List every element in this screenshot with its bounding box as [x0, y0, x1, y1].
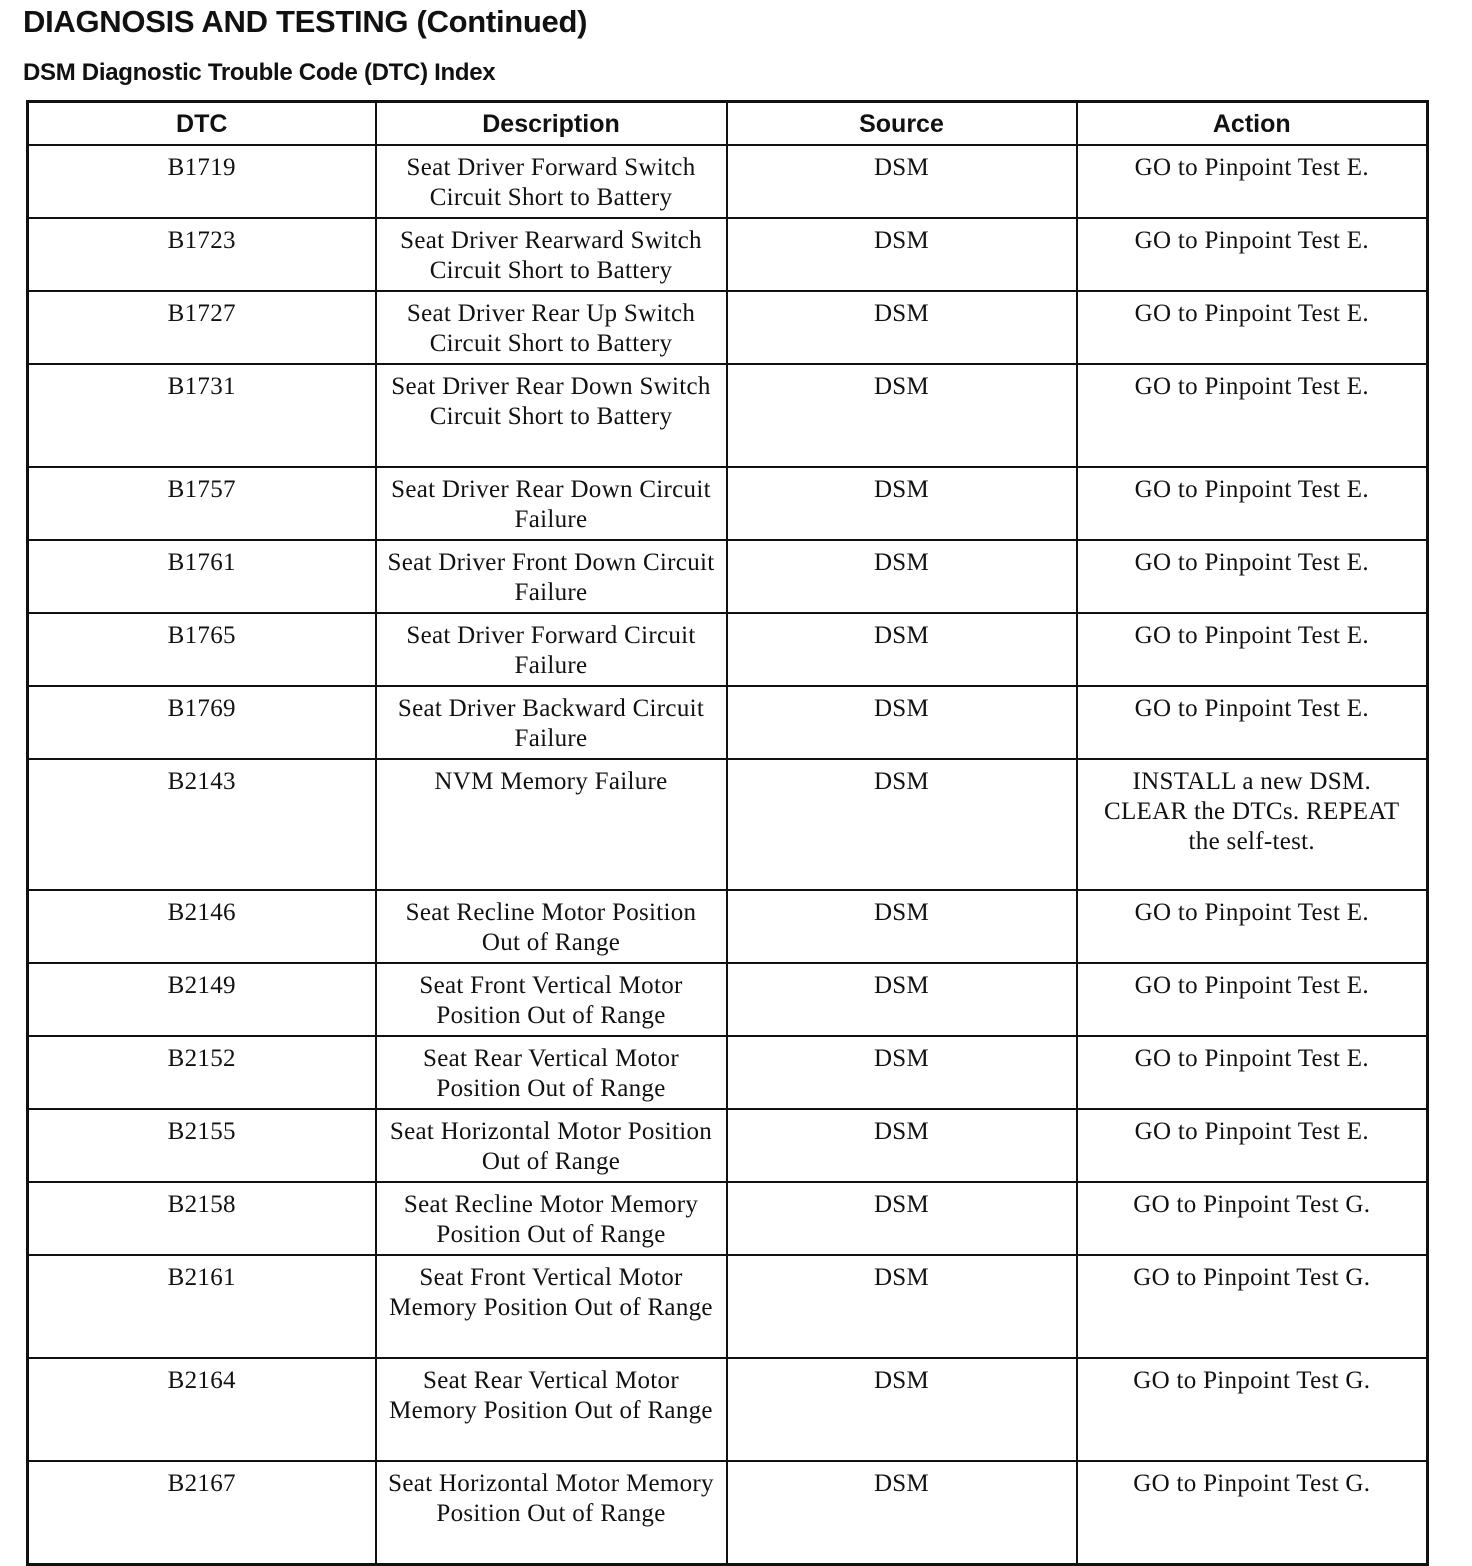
source-cell: DSM: [727, 759, 1077, 890]
table-row: [28, 467, 1428, 540]
action-cell: GO to Pinpoint Test G.: [1077, 1358, 1428, 1461]
action-cell: GO to Pinpoint Test E.: [1077, 963, 1428, 1036]
dtc-code-cell: B1757: [28, 467, 376, 540]
table-row: [28, 540, 1428, 613]
description-cell: Seat Front Vertical Motor Position Out of Range: [376, 963, 727, 1036]
action-cell: GO to Pinpoint Test G.: [1077, 1182, 1428, 1255]
action-cell: GO to Pinpoint Test E.: [1077, 145, 1428, 218]
dtc-code-cell: B2149: [28, 963, 376, 1036]
action-cell: INSTALL a new DSM. CLEAR the DTCs. REPEAT the self-test.: [1077, 759, 1428, 890]
source-cell: DSM: [727, 540, 1077, 613]
action-cell: GO to Pinpoint Test E.: [1077, 1109, 1428, 1182]
dtc-code-cell: B2146: [28, 890, 376, 963]
source-cell: DSM: [727, 890, 1077, 963]
source-cell: DSM: [727, 1461, 1077, 1565]
dtc-code-cell: B1727: [28, 291, 376, 364]
source-cell: DSM: [727, 613, 1077, 686]
dtc-code-cell: B2167: [28, 1461, 376, 1565]
source-cell: DSM: [727, 291, 1077, 364]
source-cell: DSM: [727, 963, 1077, 1036]
section-title: DSM Diagnostic Trouble Code (DTC) Index: [23, 59, 496, 86]
description-cell: Seat Horizontal Motor Memory Position Out of Range: [376, 1461, 727, 1565]
source-cell: DSM: [727, 1036, 1077, 1109]
column-header-description: Description: [376, 102, 727, 146]
source-cell: DSM: [727, 1255, 1077, 1358]
dtc-code-cell: B2143: [28, 759, 376, 890]
action-cell: GO to Pinpoint Test E.: [1077, 540, 1428, 613]
source-cell: DSM: [727, 218, 1077, 291]
table-body: [28, 145, 1428, 1565]
action-cell: GO to Pinpoint Test E.: [1077, 890, 1428, 963]
table-row: [28, 613, 1428, 686]
action-cell: GO to Pinpoint Test E.: [1077, 1036, 1428, 1109]
dtc-code-cell: B1769: [28, 686, 376, 759]
dtc-code-cell: B1765: [28, 613, 376, 686]
dtc-code-cell: B2158: [28, 1182, 376, 1255]
description-cell: NVM Memory Failure: [376, 759, 727, 890]
description-cell: Seat Driver Backward Circuit Failure: [376, 686, 727, 759]
source-cell: DSM: [727, 467, 1077, 540]
description-cell: Seat Driver Rearward Switch Circuit Short to Battery: [376, 218, 727, 291]
table-row: [28, 1036, 1428, 1109]
column-header-action: Action: [1077, 102, 1428, 146]
table-row: [28, 963, 1428, 1036]
dtc-code-cell: B1723: [28, 218, 376, 291]
table-row: [28, 1255, 1428, 1358]
description-cell: Seat Driver Front Down Circuit Failure: [376, 540, 727, 613]
description-cell: Seat Rear Vertical Motor Memory Position Out of Range: [376, 1358, 727, 1461]
description-cell: Seat Horizontal Motor Position Out of Range: [376, 1109, 727, 1182]
description-cell: Seat Driver Rear Down Circuit Failure: [376, 467, 727, 540]
table-row: [28, 1182, 1428, 1255]
description-cell: Seat Driver Forward Circuit Failure: [376, 613, 727, 686]
dtc-code-cell: B2164: [28, 1358, 376, 1461]
table-header-row: [28, 102, 1428, 146]
description-cell: Seat Driver Rear Up Switch Circuit Short to Battery: [376, 291, 727, 364]
action-cell: GO to Pinpoint Test E.: [1077, 467, 1428, 540]
table-row: [28, 145, 1428, 218]
description-cell: Seat Driver Rear Down Switch Circuit Short to Battery: [376, 364, 727, 467]
dtc-index-table: [26, 100, 1429, 1566]
description-cell: Seat Recline Motor Position Out of Range: [376, 890, 727, 963]
source-cell: DSM: [727, 145, 1077, 218]
table-row: [28, 364, 1428, 467]
action-cell: GO to Pinpoint Test E.: [1077, 613, 1428, 686]
description-cell: Seat Driver Forward Switch Circuit Short to Battery: [376, 145, 727, 218]
action-cell: GO to Pinpoint Test E.: [1077, 291, 1428, 364]
column-header-source: Source: [727, 102, 1077, 146]
dtc-code-cell: B1761: [28, 540, 376, 613]
dtc-code-cell: B2155: [28, 1109, 376, 1182]
source-cell: DSM: [727, 1358, 1077, 1461]
description-cell: Seat Front Vertical Motor Memory Position Out of Range: [376, 1255, 727, 1358]
action-cell: GO to Pinpoint Test E.: [1077, 364, 1428, 467]
action-cell: GO to Pinpoint Test G.: [1077, 1255, 1428, 1358]
table-row: [28, 890, 1428, 963]
dtc-code-cell: B1731: [28, 364, 376, 467]
dtc-code-cell: B2161: [28, 1255, 376, 1358]
source-cell: DSM: [727, 686, 1077, 759]
source-cell: DSM: [727, 1182, 1077, 1255]
action-cell: GO to Pinpoint Test E.: [1077, 218, 1428, 291]
table-row: [28, 291, 1428, 364]
action-cell: GO to Pinpoint Test E.: [1077, 686, 1428, 759]
table-row: [28, 218, 1428, 291]
dtc-code-cell: B1719: [28, 145, 376, 218]
source-cell: DSM: [727, 1109, 1077, 1182]
table-row: [28, 1358, 1428, 1461]
table-row: [28, 1109, 1428, 1182]
source-cell: DSM: [727, 364, 1077, 467]
table-row: [28, 759, 1428, 890]
description-cell: Seat Rear Vertical Motor Position Out of Range: [376, 1036, 727, 1109]
action-cell: GO to Pinpoint Test G.: [1077, 1461, 1428, 1565]
column-header-dtc: DTC: [28, 102, 376, 146]
table-row: [28, 1461, 1428, 1565]
dtc-code-cell: B2152: [28, 1036, 376, 1109]
table-row: [28, 686, 1428, 759]
page-title: DIAGNOSIS AND TESTING (Continued): [23, 4, 588, 39]
description-cell: Seat Recline Motor Memory Position Out of Range: [376, 1182, 727, 1255]
